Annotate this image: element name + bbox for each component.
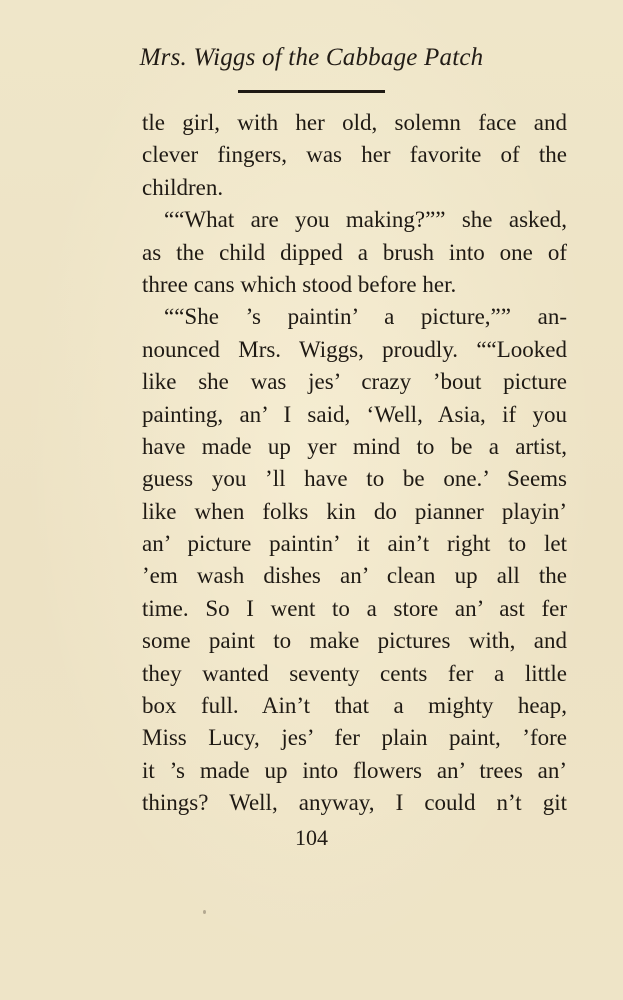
header-rule	[238, 90, 385, 93]
text-line: ““She ’s paintin’ a picture,”” an-	[164, 304, 567, 330]
text-line: have made up yer mind to be a artist,	[142, 433, 567, 459]
text-line: guess you ’ll have to be one.’ Seems	[142, 466, 567, 492]
text-line: an’ picture paintin’ it ain’t right to let	[142, 531, 567, 557]
text-line: time. So I went to a store an’ ast fer	[142, 595, 567, 621]
text-line: like when folks kin do pianner playin’	[142, 498, 567, 524]
running-title: Mrs. Wiggs of the Cabbage Patch	[139, 44, 484, 71]
body-text	[142, 107, 567, 820]
text-line: they wanted seventy cents fer a little	[142, 660, 567, 686]
text-line: ““What are you making?”” she asked,	[164, 207, 567, 233]
paper-speck	[203, 910, 206, 914]
page-number: 104	[295, 825, 328, 850]
text-line: it ’s made up into flowers an’ trees an’	[142, 757, 567, 783]
text-line: box full. Ain’t that a mighty heap,	[142, 693, 567, 719]
text-line: nounced Mrs. Wiggs, proudly. ““Looked	[142, 336, 567, 362]
text-line: three cans which stood before her.	[142, 271, 457, 297]
text-line: as the child dipped a brush into one of	[142, 239, 567, 265]
text-line: clever fingers, was her favorite of the	[142, 142, 567, 168]
text-line: ’em wash dishes an’ clean up all the	[142, 563, 567, 589]
text-line: tle girl, with her old, solemn face and	[142, 110, 567, 135]
text-line: things? Well, anyway, I could n’t git	[142, 790, 567, 816]
text-line: children.	[142, 174, 224, 200]
text-line: like she was jes’ crazy ’bout picture	[142, 369, 567, 395]
text-line: painting, an’ I said, ‘Well, Asia, if you	[142, 401, 567, 427]
text-line: Miss Lucy, jes’ fer plain paint, ’fore	[142, 725, 567, 751]
text-line: some paint to make pictures with, and	[142, 628, 567, 654]
